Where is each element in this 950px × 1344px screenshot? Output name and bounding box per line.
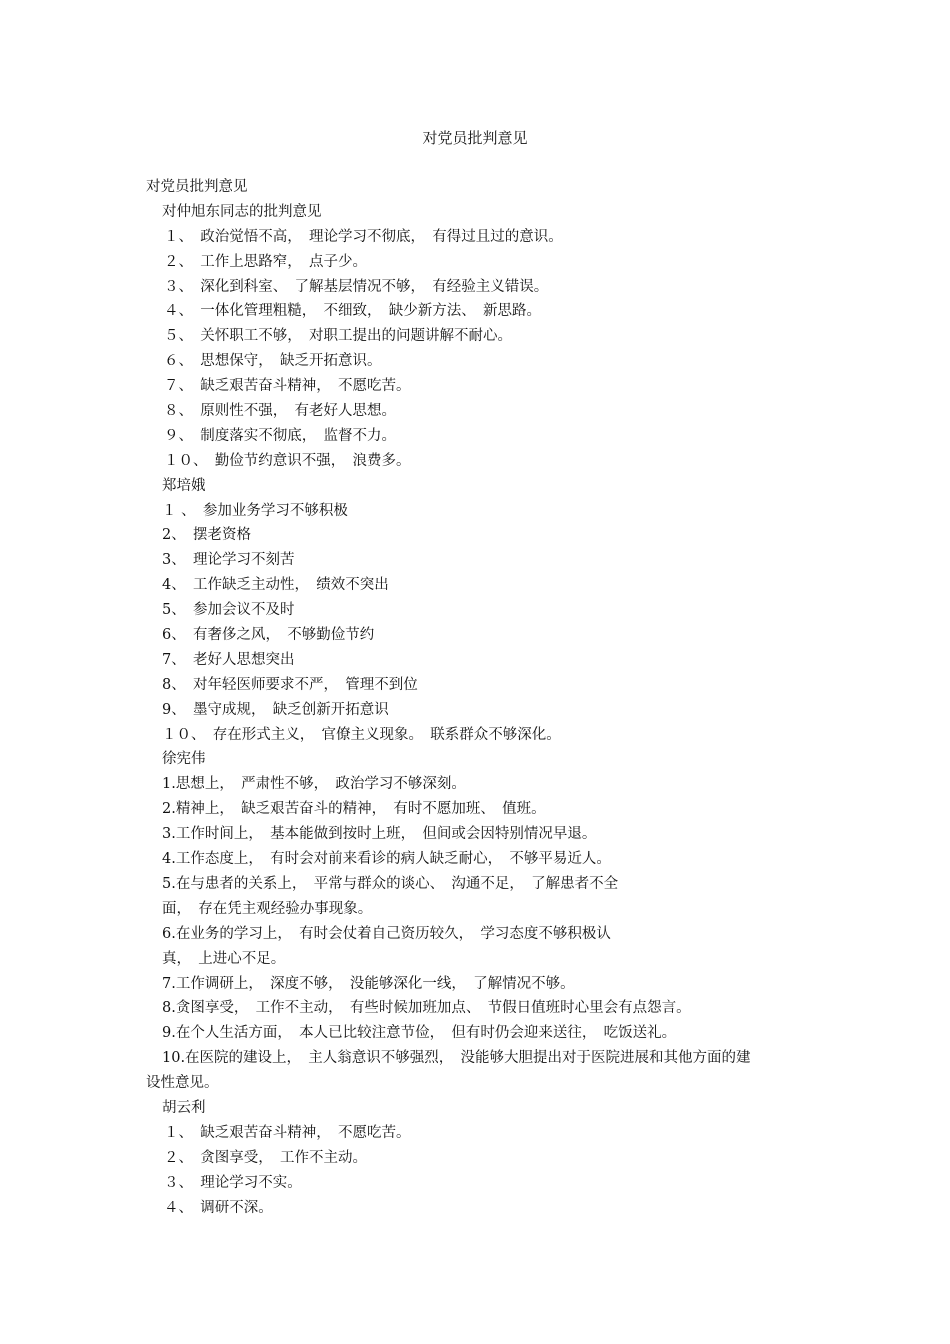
- list-item: 4.工作态度上， 有时会对前来看诊的病人缺乏耐心， 不够平易近人。: [162, 851, 611, 868]
- person-heading-zhong: 对仲旭东同志的批判意见: [162, 203, 322, 220]
- list-item: 8、 对年轻医师要求不严， 管理不到位: [162, 676, 418, 693]
- list-item: 7、 老好人思想突出: [162, 651, 295, 668]
- list-item: 3.工作时间上， 基本能做到按时上班， 但间或会因特别情况早退。: [162, 826, 597, 843]
- list-item: 9.在个人生活方面， 本人已比较注意节俭， 但有时仍会迎来送往， 吃饭送礼。: [162, 1025, 677, 1042]
- list-item: ６、 思想保守， 缺乏开拓意识。: [164, 353, 382, 370]
- person-heading-xu: 徐宪伟: [162, 751, 206, 768]
- list-item: 5、 参加会议不及时: [162, 602, 295, 619]
- list-item: 7.工作调研上， 深度不够， 没能够深化一线， 了解情况不够。: [162, 975, 575, 992]
- list-item: １０、 存在形式主义， 官僚主义现象。 联系群众不够深化。: [162, 726, 561, 743]
- list-item: 3、 理论学习不刻苦: [162, 552, 295, 569]
- list-item: 6、 有奢侈之风， 不够勤俭节约: [162, 627, 375, 644]
- list-item: 8.贪图享受， 工作不主动， 有些时候加班加点、 节假日值班时心里会有点怨言。: [162, 1000, 691, 1017]
- list-item: １０、 勤俭节约意识不强， 浪费多。: [164, 452, 411, 469]
- list-item: ４、 调研不深。: [164, 1199, 273, 1216]
- list-item: ４、 一体化管理粗糙， 不细致， 缺少新方法、 新思路。: [164, 303, 541, 320]
- list-item: 5.在与患者的关系上， 平常与群众的谈心、 沟通不足， 了解患者不全: [162, 875, 619, 892]
- list-item: ２、 工作上思路窄， 点子少。: [164, 253, 367, 270]
- person-heading-hu: 胡云利: [162, 1099, 206, 1116]
- list-item-continuation: 设性意见。: [146, 1075, 219, 1092]
- list-item: 10.在医院的建设上， 主人翁意识不够强烈， 没能够大胆提出对于医院进展和其他方面的建: [162, 1050, 751, 1067]
- list-item-continuation: 面， 存在凭主观经验办事现象。: [162, 900, 373, 917]
- list-item: ３、 理论学习不实。: [164, 1174, 302, 1191]
- list-item: １、 缺乏艰苦奋斗精神， 不愿吃苦。: [164, 1124, 411, 1141]
- list-item: 6.在业务的学习上， 有时会仗着自己资历较久， 学习态度不够积极认: [162, 925, 611, 942]
- document-body: [146, 175, 816, 1220]
- list-item: 2、 摆老资格: [162, 527, 251, 544]
- list-item: １、 政治觉悟不高， 理论学习不彻底， 有得过且过的意识。: [164, 228, 563, 245]
- list-item-continuation: 真， 上进心不足。: [162, 950, 286, 967]
- list-item: １ 、 参加业务学习不够积极: [162, 502, 348, 519]
- list-item: ２、 贪图享受， 工作不主动。: [164, 1149, 367, 1166]
- list-item: ３、 深化到科室、 了解基层情况不够， 有经验主义错误。: [164, 278, 549, 295]
- list-item: ７、 缺乏艰苦奋斗精神， 不愿吃苦。: [164, 378, 411, 395]
- section-heading: 对党员批判意见: [146, 179, 248, 195]
- list-item: ５、 关怀职工不够， 对职工提出的问题讲解不耐心。: [164, 328, 512, 345]
- list-item: ９、 制度落实不彻底， 监督不力。: [164, 427, 396, 444]
- list-item: 4、 工作缺乏主动性， 绩效不突出: [162, 577, 389, 594]
- list-item: ８、 原则性不强， 有老好人思想。: [164, 403, 396, 420]
- list-item: 1.思想上， 严肃性不够， 政治学习不够深刻。: [162, 776, 466, 793]
- document-title: 对党员批判意见: [422, 129, 528, 147]
- list-item: 2.精神上， 缺乏艰苦奋斗的精神， 有时不愿加班、 值班。: [162, 801, 546, 818]
- list-item: 9、 墨守成规， 缺乏创新开拓意识: [162, 701, 389, 718]
- person-heading-zheng: 郑培娥: [162, 477, 206, 494]
